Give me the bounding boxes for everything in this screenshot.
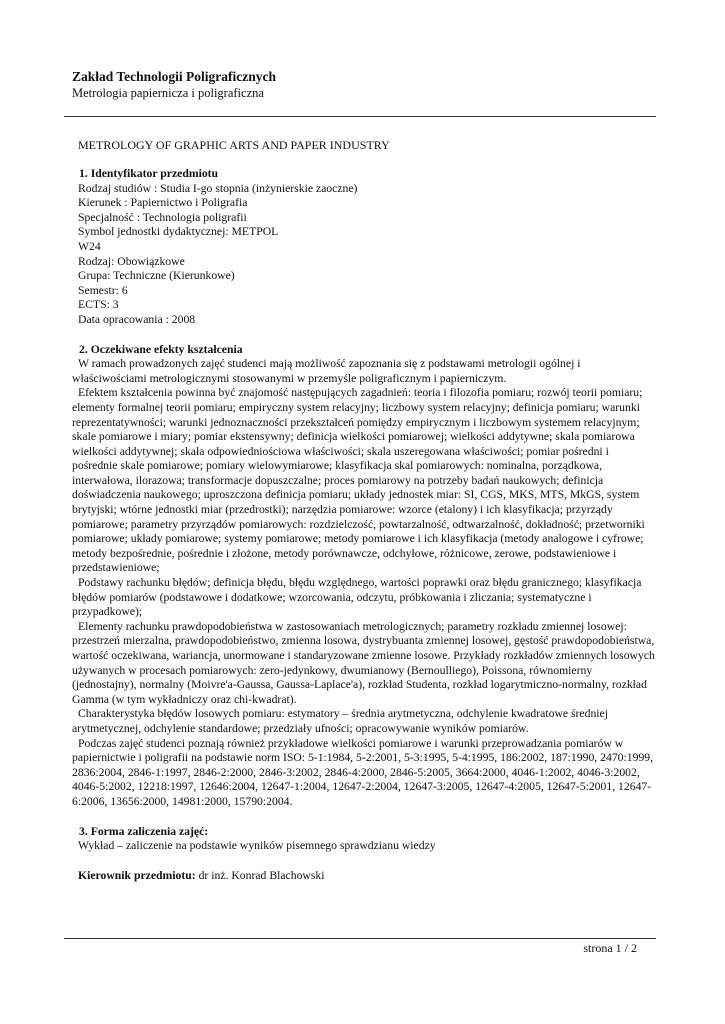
document-body bbox=[72, 167, 656, 898]
identifier-line: Rodzaj: Obowiązkowe bbox=[78, 254, 185, 268]
paragraph: W ramach prowadzonych zajęć studenci mają możliwość zapoznania się z podstawami metrologii ogólnej i właściwościami metrologicznymi stosowanymi w przemyśle poligraficznym i papierniczym. bbox=[72, 357, 581, 385]
document-title: METROLOGY OF GRAPHIC ARTS AND PAPER INDUSTRY bbox=[78, 138, 390, 152]
org-title: Zakład Technologii Poligraficznych bbox=[72, 69, 277, 84]
section-title: 2. Oczekiwane efekty kształcenia bbox=[79, 342, 243, 356]
section-assessment bbox=[78, 825, 656, 854]
manager-label: Kierownik przedmiotu: bbox=[78, 868, 196, 882]
paragraph: Charakterystyka błędów losowych pomiaru: estymatory – średnia arytmetyczna, odchylenie kwadratowe średniej arytmetycznej, odchylenie standardowe; przedziały ufności; opracowywanie wyników pomiarów. bbox=[72, 707, 608, 735]
manager-name: dr inż. Konrad Blachowski bbox=[195, 868, 325, 882]
identifier-line: Kierunek : Papiernictwo i Poligrafia bbox=[78, 196, 248, 210]
header-divider bbox=[64, 116, 656, 117]
course-manager bbox=[78, 869, 656, 884]
identifier-line: Specjalność : Technologia poligrafii bbox=[78, 210, 247, 224]
page-number: strona 1 / 2 bbox=[583, 941, 637, 955]
identifier-line: Grupa: Techniczne (Kierunkowe) bbox=[78, 269, 235, 283]
identifier-line: Semestr: 6 bbox=[78, 283, 128, 297]
paragraph: Efektem kształcenia powinna być znajomość następujących zagadnień: teoria i filozofia pomiaru; rozwój teorii pomiaru; elementy formalnej teorii pomiaru; empiryczny system relacyjny; liczbowy system relacyjny; definicja pomiaru; warunki reprezentatywności; warunki jednoznaczności przekształceń pomiędzy empirycznym i liczbowym systemem relacyjnym; skale pomiarowe i miary; pomiar ekstensywny; definicja wielkości pomiarowej; wielkości addytywne; skala pomiarowa wielkości addytywnej; skała odpowiedniościowa właściwości; skala uszeregowana właściwości; pomiar pośredni i pośrednie skale pomiarowe; pomiary wielowymiarowe; klasyfikacja skal pomiarowych: nominalna, porządkowa, interwałowa, ilorazowa; transformacje dopuszczalne; proces pomiarowy na potrzeby badań naukowych; definicja doświadczenia naukowego; uproszczona definicja pomiaru; układy jednostek miar: SI, CGS, MKS, MTS, MkGS, system brytyjski; wtórne jednostki miar (przedrostki); narzędzia pomiarowe: wzorce (etalony) i ich klasyfikacja; przyrządy pomiarowe; parametry przyrządów pomiarowych: rozdzielczość, powtarzalność, odtwarzalność, dokładność; przetworniki pomiarowe; układy pomiarowe; systemy pomiarowe; metody pomiarowe i ich klasyfikacja (metody analogowe i cyfrowe; metody bezpośrednie, pośrednie i złożone, metody porównawcze, odchyłowe, różnicowe, zerowe, podstawieniowe i przedstawieniowe; bbox=[72, 386, 645, 575]
footer-divider bbox=[64, 938, 656, 939]
paragraph: Elementy rachunku prawdopodobieństwa w zastosowaniach metrologicznych; parametry rozkładu zmiennej losowej: przestrzeń mierzalna, prawdopodobieństwo, zmienna losowa, dystrybuanta zmiennej losowej, gęstość prawdopodobieństwa, wartość oczekiwana, wariancja, unormowane i standaryzowane zmienne losowe. Przykłady rozkładów zmiennych losowych używanych w procesach pomiarowych: zero-jedynkowy, dwumianowy (Bernoulliego), Poissona, równomierny (jednostajny), normalny (Moivre'a-Gaussa, Gaussa-Laplace'a), rozkład Studenta, rozkład logarytmiczno-normalny, rozkład Gamma (w tym wykładniczy oraz chi-kwadrat). bbox=[72, 619, 655, 706]
section-learning-outcomes bbox=[72, 342, 656, 810]
identifier-line: W24 bbox=[78, 239, 101, 253]
section-title: 3. Forma zaliczenia zajęć: bbox=[79, 824, 209, 838]
assessment-text: Wykład – zaliczenie na podstawie wyników pisemnego sprawdzianu wiedzy bbox=[78, 839, 436, 853]
org-subtitle: Metrologia papiernicza i poligraficzna bbox=[72, 86, 264, 100]
section-title: 1. Identyfikator przedmiotu bbox=[79, 167, 219, 180]
outcomes-text bbox=[72, 357, 656, 809]
identifier-list bbox=[78, 182, 656, 328]
page-header bbox=[72, 68, 276, 101]
section-identifier bbox=[78, 167, 656, 328]
paragraph: Podstawy rachunku błędów; definicja błędu, błędu względnego, wartości poprawki oraz błędu granicznego; klasyfikacja błędów pomiarów (podstawowe i dodatkowe; wzorcowania, odczytu, próbkowania i zliczania; systematyczne i przypadkowe); bbox=[72, 576, 642, 619]
identifier-line: Symbol jednostki dydaktycznej: METPOL bbox=[78, 225, 279, 239]
paragraph: Podczas zajęć studenci poznają również przykładowe wielkości pomiarowe i warunki przeprowadzania pomiarów w papiernictwie i poligrafii na podstawie norm ISO: 5-1:1984, 5-2:2001, 5-3:1995, 5-4:1995, 186:2002, 187:1990, 2470:1999, 2836:2004, 2846-1:1997, 2846-2:2000, 2846-3:2002, 2846-4:2000, 2846-5:2005, 3664:2000, 4046-1:2002, 4046-3:2002, 4046-5:2002, 12218:1997, 12646:2004, 12647-1:2004, 12647-2:2004, 12647-3:2005, 12647-4:2005, 12647-5:2001, 12647-6:2006, 13656:2000, 14981:2000, 15790:2004. bbox=[72, 736, 654, 808]
identifier-line: Data opracowania : 2008 bbox=[78, 312, 196, 326]
identifier-line: Rodzaj studiów : Studia I-go stopnia (inżynierskie zaoczne) bbox=[78, 181, 358, 195]
identifier-line: ECTS: 3 bbox=[78, 298, 119, 312]
